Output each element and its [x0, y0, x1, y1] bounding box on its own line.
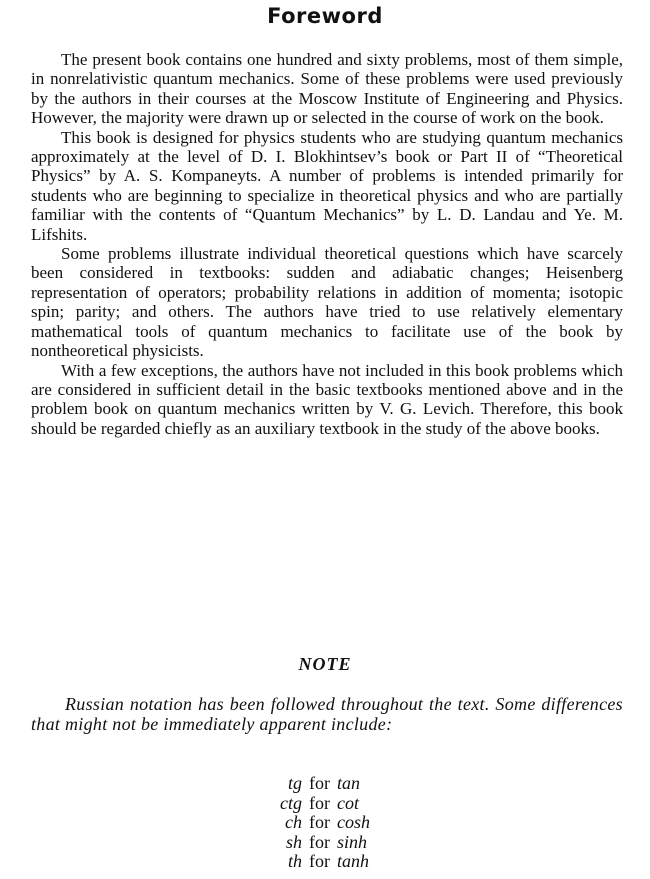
notation-table	[250, 774, 370, 872]
note-text: Russian notation has been followed throughout the text. Some differences that might not be immediately apparent include:	[31, 694, 623, 734]
notation-connector: for	[309, 812, 330, 832]
russian-notation: ctg	[280, 792, 302, 813]
note-title: NOTE	[298, 654, 352, 674]
paragraph-4: With a few exceptions, the authors have not included in this book problems which are considered in sufficient detail in the basic textbooks mentioned above and in the problem book on quantum mechanics written by V. G. Levich. Therefore, this book should be regarded chiefly as an auxiliary textbook in the study of the above books.	[31, 360, 623, 438]
russian-notation: ch	[285, 812, 302, 832]
russian-notation: sh	[285, 831, 302, 852]
notation-row	[250, 813, 370, 833]
notation-connector: for	[309, 851, 330, 871]
english-notation: cosh	[337, 812, 370, 832]
notation-row	[250, 833, 370, 853]
notation-connector: for	[309, 831, 330, 852]
english-notation: cot	[337, 792, 359, 813]
notation-connector: for	[309, 773, 330, 793]
english-notation: tan	[337, 773, 361, 793]
notation-row	[250, 852, 370, 872]
english-notation: sinh	[337, 831, 368, 852]
foreword-body	[31, 50, 623, 438]
notation-row	[250, 794, 370, 814]
paragraph-2: This book is designed for physics students who are studying quantum mechanics approximately at the level of D. I. Blokhintsev’s book or Part II of “Theoretical Physics” by A. S. Kompaneyts. A number of problems is intended primarily for students who are beginning to specialize in theoretical physics and who are partially familiar with the contents of “Quantum Mechanics” by L. D. Landau and Ye. M. Lifshits.	[31, 127, 623, 244]
notation-row	[250, 774, 370, 794]
english-notation: tanh	[337, 851, 370, 871]
russian-notation: th	[287, 851, 302, 871]
page-title: Foreword	[267, 4, 383, 28]
paragraph-1: The present book contains one hundred and sixty problems, most of them simple, in nonrelativistic quantum mechanics. Some of these problems were used previously by the authors in their courses at the Moscow Institute of Engineering and Physics. However, the majority were drawn up or selected in the course of work on the book.	[31, 50, 623, 128]
russian-notation: tg	[287, 773, 302, 793]
paragraph-3: Some problems illustrate individual theoretical questions which have scarcely been considered in textbooks: sudden and adiabatic changes; Heisenberg representation of operators; probability relations in addition of momenta; isotopic spin; parity; and others. The authors have tried to use relatively elementary mathematical tools of quantum mechanics to facilitate use of the book by nontheoretical physicists.	[31, 244, 623, 361]
notation-connector: for	[309, 792, 330, 813]
